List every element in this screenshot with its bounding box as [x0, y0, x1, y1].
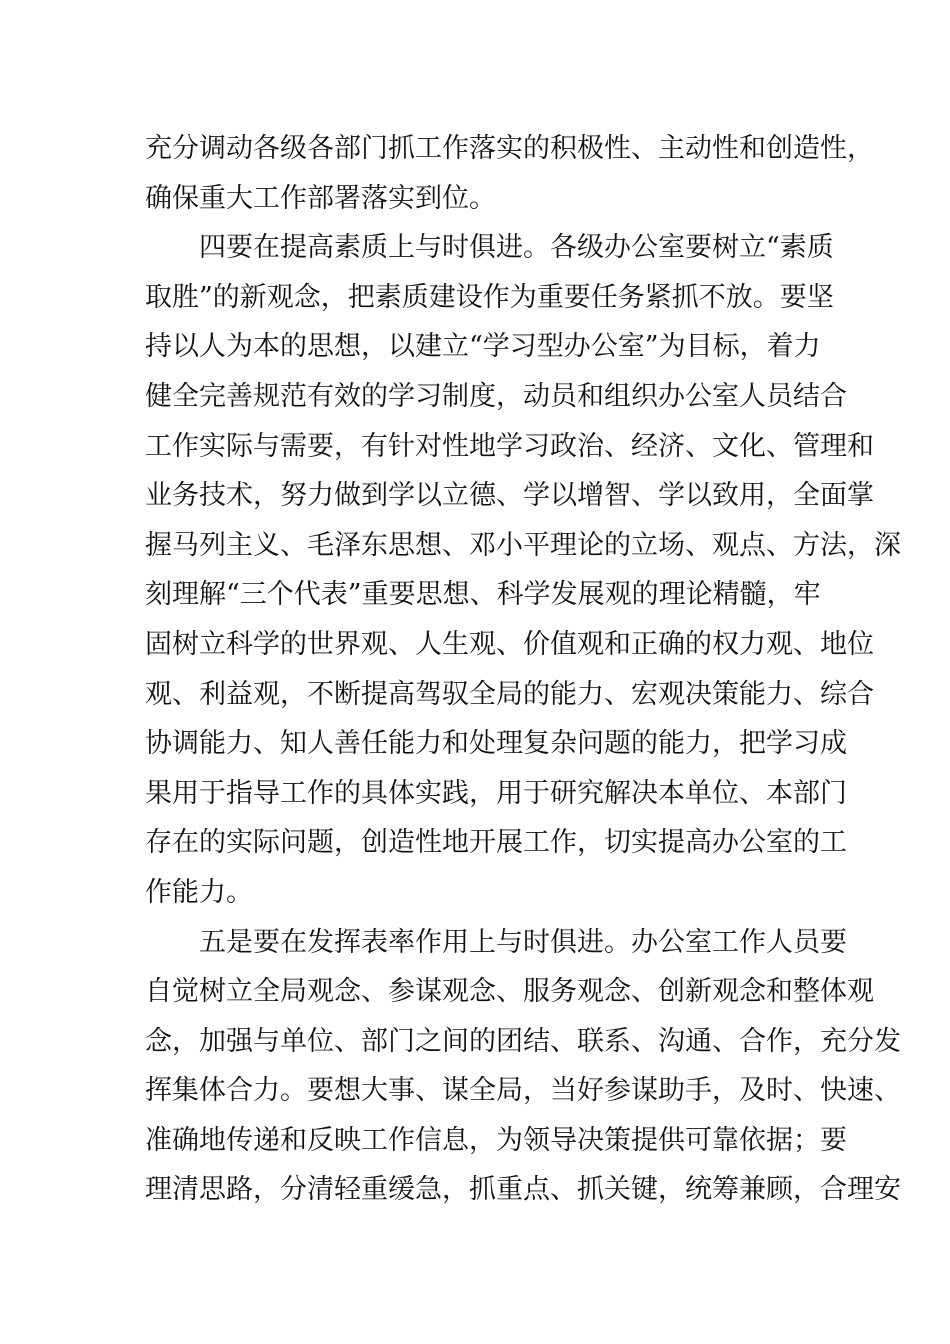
- text-line: 持以人为本的思想，以建立“学习型办公室”为目标，着力: [145, 331, 821, 363]
- text-line: 作能力。: [145, 876, 253, 908]
- text-line: 握马列主义、毛泽东思想、邓小平理论的立场、观点、方法，深: [145, 529, 901, 561]
- text-line: 健全完善规范有效的学习制度，动员和组织办公室人员结合: [145, 380, 847, 412]
- paragraph-first-line: 五是要在发挥表率作用上与时俱进。办公室工作人员要: [199, 926, 847, 958]
- text-line: 协调能力、知人善任能力和处理复杂问题的能力，把学习成: [145, 728, 847, 760]
- paragraph-first-line: 四要在提高素质上与时俱进。各级办公室要树立“素质: [199, 232, 834, 264]
- text-line: 果用于指导工作的具体实践，用于研究解决本单位、本部门: [145, 777, 847, 809]
- text-line: 取胜”的新观念，把素质建设作为重要任务紧抓不放。要坚: [145, 281, 834, 313]
- text-line: 存在的实际问题，创造性地开展工作，切实提高办公室的工: [145, 827, 847, 859]
- text-line: 确保重大工作部署落实到位。: [145, 182, 496, 214]
- text-line: 充分调动各级各部门抓工作落实的积极性、主动性和创造性，: [145, 133, 874, 164]
- text-line: 业务技术，努力做到学以立德、学以增智、学以致用，全面掌: [145, 480, 874, 512]
- text-line: 念，加强与单位、部门之间的团结、联系、沟通、合作，充分发: [145, 1025, 901, 1057]
- text-line: 准确地传递和反映工作信息，为领导决策提供可靠依据；要: [145, 1124, 847, 1156]
- text-line: 理清思路，分清轻重缓急，抓重点、抓关键，统筹兼顾，合理安: [145, 1174, 901, 1206]
- text-line: 工作实际与需要，有针对性地学习政治、经济、文化、管理和: [145, 430, 874, 462]
- text-line: 固树立科学的世界观、人生观、价值观和正确的权力观、地位: [145, 628, 874, 660]
- text-line: 刻理解“三个代表”重要思想、科学发展观的理论精髓，牢: [145, 579, 821, 611]
- text-line: 自觉树立全局观念、参谋观念、服务观念、创新观念和整体观: [145, 976, 874, 1008]
- text-line: 挥集体合力。要想大事、谋全局，当好参谋助手，及时、快速、: [145, 1075, 901, 1107]
- document-body: [145, 124, 901, 1215]
- text-line: 观、利益观，不断提高驾驭全局的能力、宏观决策能力、综合: [145, 678, 874, 710]
